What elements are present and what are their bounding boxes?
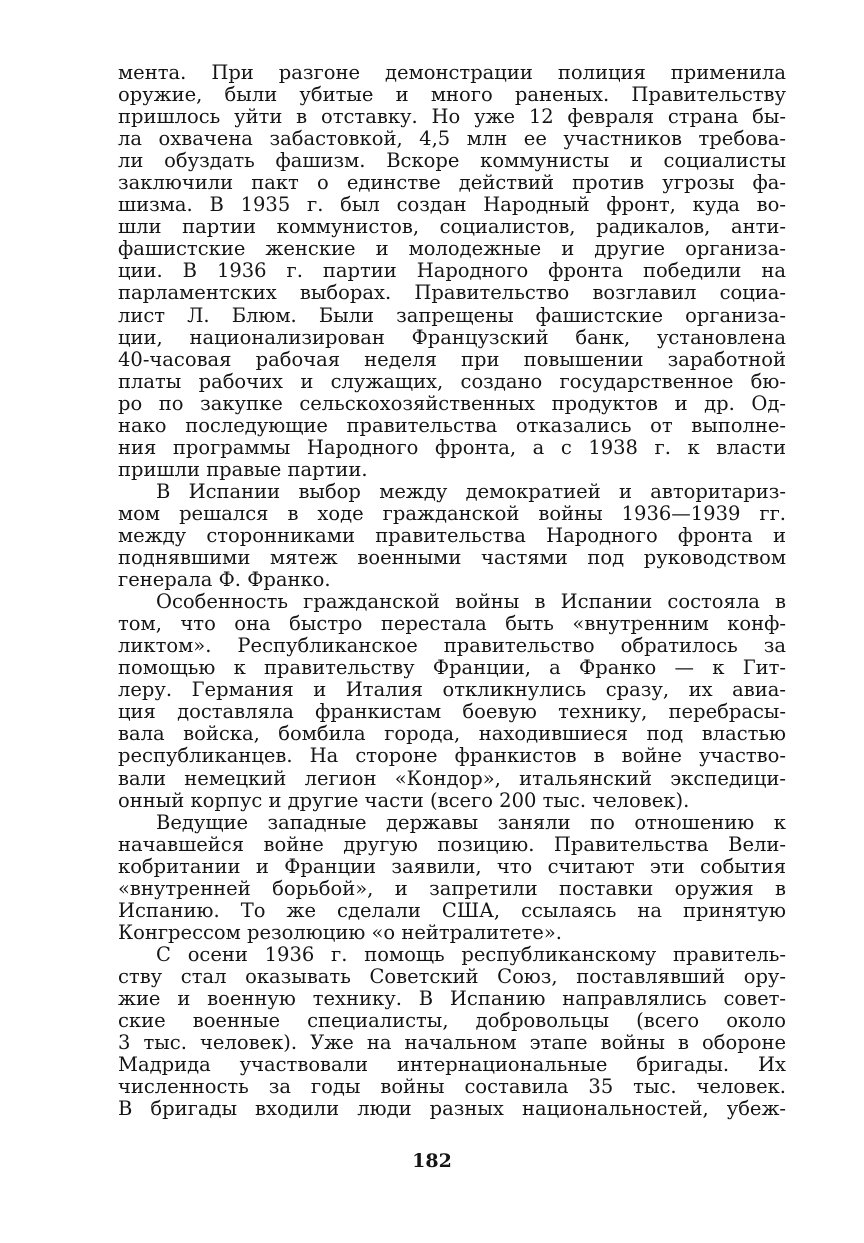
text-line: ству стал оказывать Советский Союз, поставлявший ору- [118, 964, 786, 988]
paragraph [118, 62, 786, 481]
text-line: Особенность гражданской войны в Испании состояла в [156, 590, 786, 614]
text-line: ли обуздать фашизм. Вскоре коммунисты и социалисты [118, 149, 786, 173]
text-line: ция доставляла франкистам боевую технику, перебрасы- [118, 700, 786, 724]
text-line: поднявшими мятеж военными частями под руководством [118, 546, 786, 570]
text-line: республиканцев. На стороне франкистов в войне участво- [118, 744, 786, 768]
text-line: оружие, были убитые и много раненых. Правительству [118, 83, 786, 107]
page-body [118, 62, 786, 1120]
text-line: фашистские женские и молодежные и другие организа- [118, 237, 786, 261]
text-line: вали немецкий легион «Кондор», итальянский экспедици- [118, 766, 786, 790]
text-line: вала войска, бомбила города, находившиеся под властью [118, 722, 786, 746]
text-line: леру. Германия и Италия откликнулись сразу, их авиа- [118, 678, 786, 702]
text-line: ликтом». Республиканское правительство обратилось за [118, 634, 786, 658]
text-line: ции, национализирован Французский банк, установлена [118, 325, 786, 349]
text-line: Испанию. То же сделали США, ссылаясь на принятую [118, 898, 786, 922]
text-line: пришли правые партии. [118, 457, 368, 481]
page-number: 182 [412, 1150, 452, 1172]
text-line: парламентских выборах. Правительство возглавил социа- [118, 281, 786, 305]
text-line: шизма. В 1935 г. был создан Народный фронт, куда во- [118, 193, 786, 217]
text-line: В Испании выбор между демократией и авторитариз- [156, 479, 786, 503]
text-line: В бригады входили люди разных национальностей, убеж- [118, 1097, 786, 1121]
text-line: Ведущие западные державы заняли по отношению к [156, 810, 786, 834]
text-line: ции. В 1936 г. партии Народного фронта победили на [118, 259, 786, 283]
text-line: численность за годы войны составила 35 тыс. человек. [118, 1075, 786, 1099]
text-line: онный корпус и другие части (всего 200 тыс. человек). [118, 788, 690, 812]
paragraph [118, 812, 786, 944]
text-line: помощью к правительству Франции, а Франко — к Гит- [118, 656, 786, 680]
text-line: Мадрида участвовали интернациональные бригады. Их [118, 1053, 786, 1077]
text-line: платы рабочих и служащих, создано государственное бю- [118, 369, 786, 393]
text-line: «внутренней борьбой», и запретили поставки оружия в [118, 876, 786, 900]
text-line: мента. При разгоне демонстрации полиция применила [118, 61, 786, 84]
text-line: генерала Ф. Франко. [118, 568, 331, 592]
text-line: начавшейся войне другую позицию. Правительства Вели- [118, 832, 786, 856]
text-line: Конгрессом резолюцию «о нейтралитете». [118, 920, 562, 944]
text-line: нако последующие правительства отказались от выполне- [118, 413, 786, 437]
paragraph [118, 591, 786, 811]
text-line: ские военные специалисты, добровольцы (всего около [118, 1009, 786, 1033]
text-line: кобритании и Франции заявили, что считают эти события [118, 854, 786, 878]
text-line: 40-часовая рабочая неделя при повышении заработной [118, 347, 786, 371]
text-line: пришлось уйти в отставку. Но уже 12 февраля страна бы- [118, 105, 786, 129]
text-line: С осени 1936 г. помощь республиканскому правитель- [156, 942, 786, 966]
text-line: мом решался в ходе гражданской войны 1936—1939 гг. [118, 501, 786, 525]
text-line: ла охвачена забастовкой, 4,5 млн ее участников требова- [118, 127, 786, 151]
text-line: жие и военную технику. В Испанию направлялись совет- [118, 986, 786, 1010]
paragraph [118, 944, 786, 1120]
text-line: 3 тыс. человек). Уже на начальном этапе войны в обороне [118, 1031, 786, 1055]
paragraph [118, 481, 786, 591]
text-line: ро по закупке сельскохозяйственных продуктов и др. Од- [118, 391, 786, 415]
text-line: между сторонниками правительства Народного фронта и [118, 523, 786, 547]
text-line: заключили пакт о единстве действий против угрозы фа- [118, 171, 786, 195]
text-line: том, что она быстро перестала быть «внутренним конф- [118, 612, 786, 636]
text-line: ния программы Народного фронта, а с 1938 г. к власти [118, 435, 786, 459]
text-line: лист Л. Блюм. Были запрещены фашистские организа- [118, 303, 786, 327]
text-line: шли партии коммунистов, социалистов, радикалов, анти- [118, 215, 786, 239]
